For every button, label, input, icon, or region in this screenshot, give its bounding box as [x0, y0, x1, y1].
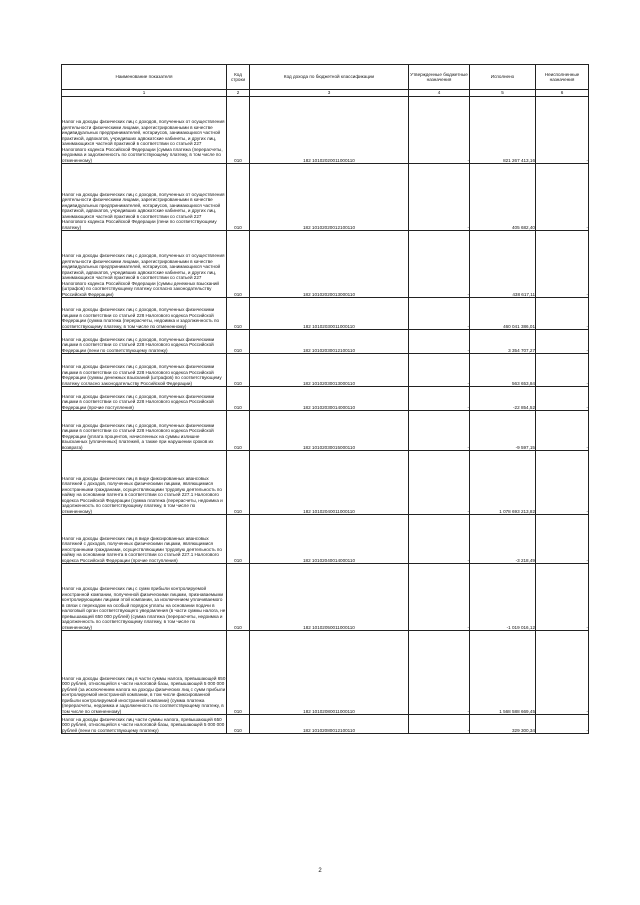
row-line-code: 010 — [227, 330, 250, 354]
row-indicator-name: Налог на доходы физических лиц с доходов, полученных от осуществления деятельности физическими лицами, зарегистрированными в качестве индивидуальных предпринимателей, нотариусов, занимающихся частной практикой, адвокатов, учредивших адвокатские кабинеты, и других лиц, занимающихся частной практикой в соответствии со статьей 227 Налогового кодекса Российской Федерации (сумма платежа (перерасчеты, недоимка и задолженность по соответствующему платежу, в том числе по отмененному) — [62, 97, 227, 164]
row-unexecuted-amount: - — [536, 451, 589, 515]
row-approved-amount: - — [409, 451, 470, 515]
row-line-code: 010 — [227, 97, 250, 164]
header-approved: Утвержденные бюджетные назначения — [409, 65, 470, 90]
row-indicator-name: Налог на доходы физических лиц с доходов, полученных физическими лицами в соответствии со статьей 228 Налогового кодекса Российской Федерации (сумма платежа (перерасчеты, недоимка и задолженность по соответствующему платежу, в том числе по отмененному) — [62, 298, 227, 330]
row-unexecuted-amount: - — [536, 164, 589, 231]
row-unexecuted-amount: - — [536, 330, 589, 354]
row-indicator-name: Налог на доходы физических лиц части суммы налога, превышающей 650 000 рублей, относящейся к части налоговой базы, превышающей 5 000 000 рублей (пени по соответствующему платежу) — [62, 715, 227, 734]
table-row — [62, 564, 589, 631]
column-number-row — [62, 90, 589, 97]
column-number: 4 — [409, 90, 470, 97]
row-approved-amount: - — [409, 354, 470, 387]
row-income-code: 182 10102030015000110 — [250, 411, 409, 451]
column-number: 1 — [62, 90, 227, 97]
budget-execution-table — [61, 64, 589, 734]
row-executed-amount: 563 653,84 — [470, 354, 536, 387]
row-unexecuted-amount: - — [536, 631, 589, 715]
row-approved-amount: - — [409, 515, 470, 564]
row-line-code: 010 — [227, 715, 250, 734]
row-approved-amount: - — [409, 715, 470, 734]
row-income-code: 182 10102040011000110 — [250, 451, 409, 515]
row-executed-amount: -22 854,52 — [470, 387, 536, 411]
row-income-code: 182 10102050011000110 — [250, 564, 409, 631]
header-unexecuted: Неисполненные назначения — [536, 65, 589, 90]
row-approved-amount: - — [409, 387, 470, 411]
row-income-code: 182 10102080012100110 — [250, 715, 409, 734]
row-income-code: 182 10102030013000110 — [250, 354, 409, 387]
table-row — [62, 298, 589, 330]
header-line-code: Код строки — [227, 65, 250, 90]
row-indicator-name: Налог на доходы физических лиц с доходов, полученных физическими лицами в соответствии со статьей 228 Налогового кодекса Российской Федерации (уплата процентов, начисленных на суммы излишне взысканных (уплаченных) платежей, а также при нарушении сроков их возврата) — [62, 411, 227, 451]
row-approved-amount: - — [409, 564, 470, 631]
row-income-code: 182 10102030012100110 — [250, 330, 409, 354]
table-row — [62, 387, 589, 411]
row-executed-amount: 460 041 386,01 — [470, 298, 536, 330]
row-executed-amount: -9 597,15 — [470, 411, 536, 451]
row-income-code: 182 10102030011000110 — [250, 298, 409, 330]
table-row — [62, 411, 589, 451]
table-row — [62, 715, 589, 734]
table-row — [62, 231, 589, 298]
row-line-code: 010 — [227, 411, 250, 451]
row-unexecuted-amount: - — [536, 298, 589, 330]
row-indicator-name: Налог на доходы физических лиц с доходов, полученных от осуществления деятельности физическими лицами, зарегистрированными в качестве индивидуальных предпринимателей, нотариусов, занимающихся частной практикой, адвокатов, учредивших адвокатские кабинеты, и других лиц, занимающихся частной практикой в соответствии со статьей 227 Налогового кодекса Российской Федерации (суммы денежных взысканий (штрафов) по соответствующему платежу согласно законодательству Российской Федерации) — [62, 231, 227, 298]
row-approved-amount: - — [409, 330, 470, 354]
row-unexecuted-amount: - — [536, 715, 589, 734]
row-approved-amount: - — [409, 411, 470, 451]
column-number: 3 — [250, 90, 409, 97]
row-approved-amount: - — [409, 97, 470, 164]
row-unexecuted-amount: - — [536, 515, 589, 564]
table-row — [62, 451, 589, 515]
row-indicator-name: Налог на доходы физических лиц в виде фиксированных авансовых платежей с доходов, полученных физическими лицами, являющимися иностранными гражданами, осуществляющими трудовую деятельность по найму на основании патента в соответствии со статьей 227.1 Налогового кодекса Российской Федерации (сумма платежа (перерасчеты, недоимка и задолженность по соответствующему платежу, в том числе по отмененному) — [62, 451, 227, 515]
row-line-code: 010 — [227, 564, 250, 631]
row-executed-amount: 438 617,11 — [470, 231, 536, 298]
row-line-code: 010 — [227, 631, 250, 715]
page-number: 2 — [318, 868, 322, 874]
table-row — [62, 515, 589, 564]
row-line-code: 010 — [227, 164, 250, 231]
row-executed-amount: -3 218,49 — [470, 515, 536, 564]
row-executed-amount: 1 568 588 669,45 — [470, 631, 536, 715]
table-row — [62, 97, 589, 164]
row-executed-amount: 3 354 707,27 — [470, 330, 536, 354]
column-number: 6 — [536, 90, 589, 97]
row-approved-amount: - — [409, 164, 470, 231]
row-line-code: 010 — [227, 354, 250, 387]
row-indicator-name: Налог на доходы физических лиц в виде фиксированных авансовых платежей с доходов, полученных физическими лицами, являющимися иностранными гражданами, осуществляющими трудовую деятельность по найму на основании патента в соответствии со статьей 227.1 Налогового кодекса Российской Федерации (прочие поступления) — [62, 515, 227, 564]
row-approved-amount: - — [409, 631, 470, 715]
row-executed-amount: 821 267 413,16 — [470, 97, 536, 164]
row-line-code: 010 — [227, 298, 250, 330]
row-indicator-name: Налог на доходы физических лиц с доходов, полученных физическими лицами в соответствии со статьей 228 Налогового кодекса Российской Федерации (прочие поступления) — [62, 387, 227, 411]
row-indicator-name: Налог на доходы физических лиц с сумм прибыли контролируемой иностранной компании, полученной физическими лицами, признаваемыми контролирующими лицами этой компании, за исключением уплачиваемого в связи с переходом на особый порядок уплаты на основании подачи в налоговый орган соответствующего уведомления (в части суммы налога, не превышающей 650 000 рублей) (сумма платежа (перерасчеты, недоимка и задолженность по соответствующему платежу, в том числе по отмененному) — [62, 564, 227, 631]
table-row — [62, 164, 589, 231]
row-line-code: 010 — [227, 451, 250, 515]
row-income-code: 182 10102080011000110 — [250, 631, 409, 715]
header-indicator-name: Наименование показателя — [62, 65, 227, 90]
table-row — [62, 354, 589, 387]
row-unexecuted-amount: - — [536, 387, 589, 411]
row-income-code: 182 10102040014000110 — [250, 515, 409, 564]
row-indicator-name: Налог на доходы физических лиц с доходов, полученных физическими лицами в соответствии со статьей 228 Налогового кодекса Российской Федерации (суммы денежных взысканий (штрафов) по соответствующему платежу согласно законодательству Российской Федерации) — [62, 354, 227, 387]
row-unexecuted-amount: - — [536, 411, 589, 451]
row-indicator-name: Налог на доходы физических лиц в части суммы налога, превышающей 650 000 рублей, относящейся к части налоговой базы, превышающей 5 000 000 рублей (за исключением налога на доходы физических лиц с сумм прибыли контролируемой иностранной компании, в том числе фиксированной прибыли контролируемой иностранной компании) (сумма платежа (перерасчеты, недоимка и задолженность по соответствующему платежу, в том числе по отмененному) — [62, 631, 227, 715]
row-executed-amount: -1 019 016,12 — [470, 564, 536, 631]
row-indicator-name: Налог на доходы физических лиц с доходов, полученных физическими лицами в соответствии со статьей 228 Налогового кодекса Российской Федерации (пени по соответствующему платежу) — [62, 330, 227, 354]
row-executed-amount: 1 078 693 213,82 — [470, 451, 536, 515]
row-line-code: 010 — [227, 515, 250, 564]
header-income-code: Код дохода по бюджетной классификации — [250, 65, 409, 90]
row-unexecuted-amount: - — [536, 97, 589, 164]
header-executed: Исполнено — [470, 65, 536, 90]
column-number: 2 — [227, 90, 250, 97]
row-income-code: 182 10102020012100110 — [250, 164, 409, 231]
row-income-code: 182 10102020013000110 — [250, 231, 409, 298]
row-line-code: 010 — [227, 231, 250, 298]
row-unexecuted-amount: - — [536, 564, 589, 631]
table-row — [62, 631, 589, 715]
row-line-code: 010 — [227, 387, 250, 411]
table-row — [62, 330, 589, 354]
row-executed-amount: 405 682,40 — [470, 164, 536, 231]
row-income-code: 182 10102030014000110 — [250, 387, 409, 411]
row-approved-amount: - — [409, 298, 470, 330]
row-approved-amount: - — [409, 231, 470, 298]
row-income-code: 182 10102020011000110 — [250, 97, 409, 164]
row-executed-amount: 329 300,34 — [470, 715, 536, 734]
column-number: 5 — [470, 90, 536, 97]
header-row — [62, 65, 589, 90]
row-indicator-name: Налог на доходы физических лиц с доходов, полученных от осуществления деятельности физическими лицами, зарегистрированными в качестве индивидуальных предпринимателей, нотариусов, занимающихся частной практикой, адвокатов, учредивших адвокатские кабинеты, и других лиц, занимающихся частной практикой в соответствии со статьей 227 Налогового кодекса Российской Федерации (пени по соответствующему платежу) — [62, 164, 227, 231]
row-unexecuted-amount: - — [536, 231, 589, 298]
row-unexecuted-amount: - — [536, 354, 589, 387]
